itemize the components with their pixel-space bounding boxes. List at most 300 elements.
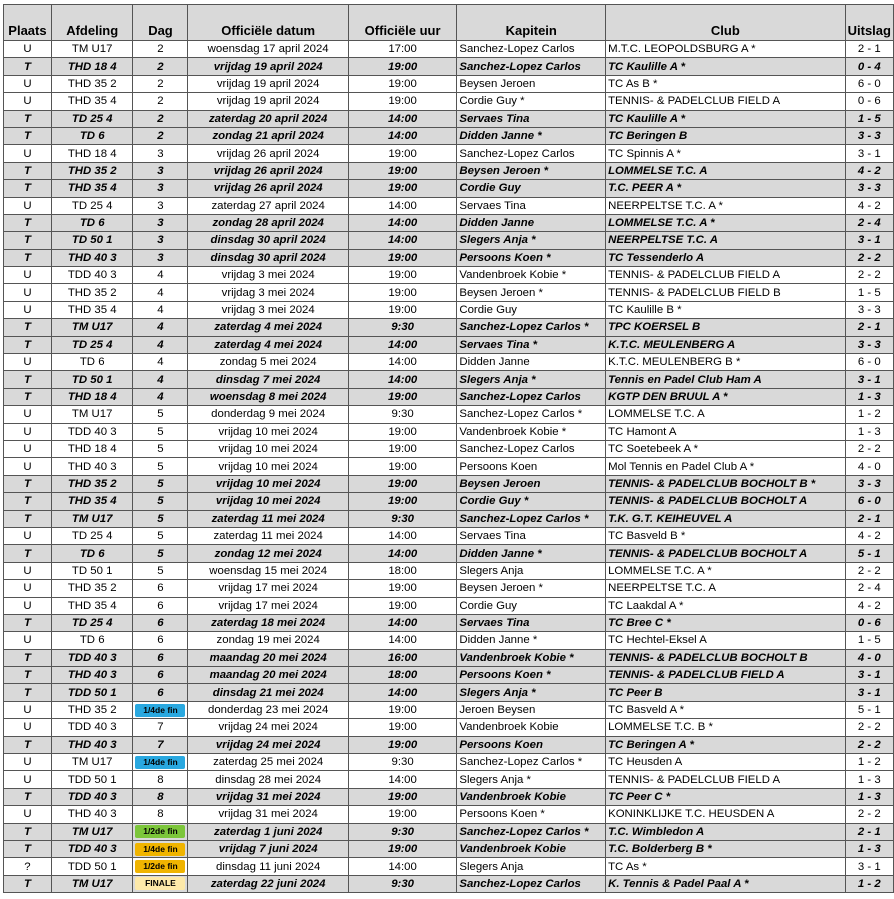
schedule-body [4,41,894,893]
plaats-cell: U [4,580,52,597]
uitslag-cell: 4 - 2 [845,162,893,179]
uitslag-cell: 5 - 1 [845,545,893,562]
dag-cell: 5 [133,562,188,579]
afdeling-cell: TDD 40 3 [51,423,133,440]
table-row[interactable] [4,736,894,753]
afdeling-cell: THD 18 4 [51,388,133,405]
club-cell: TENNIS- & PADELCLUB BOCHOLT A [606,545,846,562]
kapitein-cell: Jeroen Beysen [457,701,606,718]
plaats-cell: T [4,180,52,197]
datum-cell: dinsdag 7 mei 2024 [188,371,348,388]
dag-cell: 3 [133,197,188,214]
uur-cell: 17:00 [348,41,457,58]
afdeling-cell: TD 6 [51,214,133,231]
dag-cell: 4 [133,301,188,318]
uur-cell: 9:30 [348,319,457,336]
datum-cell: zaterdag 11 mei 2024 [188,527,348,544]
dag-cell: 5 [133,458,188,475]
kapitein-cell: Sanchez-Lopez Carlos * [457,510,606,527]
table-row[interactable] [4,93,894,110]
plaats-cell: T [4,667,52,684]
dag-cell: 2 [133,41,188,58]
datum-cell: woensdag 15 mei 2024 [188,562,348,579]
dag-cell: 8 [133,806,188,823]
afdeling-cell: TD 6 [51,632,133,649]
uur-cell: 14:00 [348,614,457,631]
dag-cell: 8 [133,788,188,805]
uur-cell: 19:00 [348,440,457,457]
table-row[interactable] [4,371,894,388]
kapitein-cell: Slegers Anja * [457,371,606,388]
table-row[interactable] [4,771,894,788]
plaats-cell: T [4,875,52,892]
kapitein-cell: Servaes Tina [457,527,606,544]
dag-cell: 4 [133,336,188,353]
uitslag-cell: 3 - 1 [845,232,893,249]
uitslag-cell: 2 - 2 [845,736,893,753]
table-row[interactable] [4,684,894,701]
table-row[interactable] [4,406,894,423]
table-row[interactable] [4,440,894,457]
dag-cell: 6 [133,597,188,614]
club-cell: LOMMELSE T.C. A [606,406,846,423]
table-row[interactable] [4,475,894,492]
uur-cell: 19:00 [348,597,457,614]
uitslag-cell: 2 - 2 [845,267,893,284]
afdeling-cell: THD 35 4 [51,93,133,110]
club-cell: LOMMELSE T.C. A * [606,214,846,231]
uitslag-cell: 4 - 2 [845,197,893,214]
club-cell: TC As B * [606,75,846,92]
uur-cell: 9:30 [348,823,457,840]
kapitein-cell: Vandenbroek Kobie * [457,267,606,284]
kapitein-cell: Vandenbroek Kobie [457,788,606,805]
datum-cell: zaterdag 1 juni 2024 [188,823,348,840]
plaats-cell: T [4,684,52,701]
plaats-cell: T [4,823,52,840]
plaats-cell: U [4,701,52,718]
table-row[interactable] [4,493,894,510]
table-row[interactable] [4,197,894,214]
dag-cell: 3 [133,162,188,179]
uitslag-cell: 2 - 4 [845,580,893,597]
kapitein-cell: Servaes Tina [457,110,606,127]
round-badge: 1/4de fin [135,756,185,769]
dag-cell [133,858,188,875]
uitslag-cell: 2 - 2 [845,249,893,266]
kapitein-cell: Cordie Guy [457,597,606,614]
dag-cell: 4 [133,284,188,301]
club-cell: TENNIS- & PADELCLUB FIELD A [606,267,846,284]
afdeling-cell: THD 18 4 [51,145,133,162]
uur-cell: 19:00 [348,475,457,492]
table-row[interactable] [4,632,894,649]
uitslag-cell: 1 - 5 [845,284,893,301]
dag-cell: 5 [133,510,188,527]
club-cell: LOMMELSE T.C. A * [606,562,846,579]
kapitein-cell: Didden Janne [457,354,606,371]
table-row[interactable] [4,510,894,527]
dag-cell: 2 [133,110,188,127]
table-row[interactable] [4,127,894,144]
uur-cell: 14:00 [348,527,457,544]
kapitein-cell: Beysen Jeroen * [457,580,606,597]
table-row[interactable] [4,336,894,353]
plaats-cell: T [4,58,52,75]
plaats-cell: T [4,127,52,144]
dag-cell: 3 [133,232,188,249]
plaats-cell: U [4,41,52,58]
table-row[interactable] [4,284,894,301]
datum-cell: woensdag 17 april 2024 [188,41,348,58]
header-kapitein[interactable]: Kapitein [457,5,606,41]
datum-cell: vrijdag 3 mei 2024 [188,267,348,284]
table-row[interactable] [4,214,894,231]
uitslag-cell: 2 - 2 [845,719,893,736]
datum-cell: woensdag 8 mei 2024 [188,388,348,405]
club-cell: K.T.C. MEULENBERG A [606,336,846,353]
dag-cell: 6 [133,684,188,701]
uur-cell: 19:00 [348,301,457,318]
header-afdeling[interactable]: Afdeling [51,5,133,41]
club-cell: TC Beringen B [606,127,846,144]
uur-cell: 18:00 [348,562,457,579]
uur-cell: 18:00 [348,667,457,684]
uitslag-cell: 3 - 1 [845,371,893,388]
plaats-cell: T [4,388,52,405]
datum-cell: vrijdag 24 mei 2024 [188,719,348,736]
dag-cell: 6 [133,667,188,684]
afdeling-cell: THD 18 4 [51,58,133,75]
datum-cell: vrijdag 26 april 2024 [188,145,348,162]
uur-cell: 14:00 [348,858,457,875]
table-row[interactable] [4,388,894,405]
dag-cell: 6 [133,614,188,631]
dag-cell: 2 [133,93,188,110]
table-row[interactable] [4,162,894,179]
uur-cell: 14:00 [348,632,457,649]
club-cell: TC Spinnis A * [606,145,846,162]
club-cell: TENNIS- & PADELCLUB FIELD A [606,771,846,788]
datum-cell: vrijdag 17 mei 2024 [188,580,348,597]
table-row[interactable] [4,806,894,823]
kapitein-cell: Slegers Anja * [457,771,606,788]
club-cell: TC Basveld B * [606,527,846,544]
kapitein-cell: Servaes Tina [457,614,606,631]
datum-cell: vrijdag 26 april 2024 [188,180,348,197]
table-row[interactable] [4,319,894,336]
table-row[interactable] [4,754,894,771]
plaats-cell: T [4,788,52,805]
uitslag-cell: 2 - 1 [845,41,893,58]
uur-cell: 14:00 [348,371,457,388]
table-row[interactable] [4,527,894,544]
header-club[interactable]: Club [606,5,846,41]
plaats-cell: T [4,840,52,857]
table-row[interactable] [4,580,894,597]
dag-cell: 5 [133,527,188,544]
uitslag-cell: 1 - 5 [845,632,893,649]
datum-cell: zaterdag 4 mei 2024 [188,319,348,336]
uur-cell: 19:00 [348,58,457,75]
plaats-cell: U [4,267,52,284]
kapitein-cell: Slegers Anja * [457,232,606,249]
plaats-cell: T [4,545,52,562]
uur-cell: 14:00 [348,684,457,701]
kapitein-cell: Persoons Koen [457,458,606,475]
plaats-cell: U [4,754,52,771]
dag-cell: 2 [133,75,188,92]
club-cell: T.C. Wimbledon A [606,823,846,840]
afdeling-cell: THD 40 3 [51,667,133,684]
table-row[interactable] [4,701,894,718]
datum-cell: vrijdag 19 april 2024 [188,58,348,75]
afdeling-cell: THD 40 3 [51,806,133,823]
datum-cell: dinsdag 28 mei 2024 [188,771,348,788]
datum-cell: vrijdag 24 mei 2024 [188,736,348,753]
datum-cell: zondag 28 april 2024 [188,214,348,231]
uitslag-cell: 3 - 3 [845,301,893,318]
plaats-cell: T [4,371,52,388]
dag-cell: 4 [133,388,188,405]
club-cell: NEERPELTSE T.C. A * [606,197,846,214]
club-cell: T.K. G.T. KEIHEUVEL A [606,510,846,527]
kapitein-cell: Persoons Koen * [457,249,606,266]
uitslag-cell: 3 - 3 [845,127,893,144]
kapitein-cell: Sanchez-Lopez Carlos [457,58,606,75]
table-row[interactable] [4,110,894,127]
datum-cell: zondag 19 mei 2024 [188,632,348,649]
club-cell: TC Soetebeek A * [606,440,846,457]
afdeling-cell: TD 25 4 [51,336,133,353]
table-row[interactable] [4,145,894,162]
round-badge: 1/4de fin [135,843,185,856]
dag-cell [133,701,188,718]
uur-cell: 19:00 [348,493,457,510]
kapitein-cell: Servaes Tina [457,197,606,214]
table-row[interactable] [4,354,894,371]
round-badge: 1/2de fin [135,860,185,873]
afdeling-cell: TM U17 [51,41,133,58]
table-row[interactable] [4,649,894,666]
uitslag-cell: 2 - 1 [845,510,893,527]
club-cell: NEERPELTSE T.C. A [606,580,846,597]
afdeling-cell: TDD 50 1 [51,684,133,701]
datum-cell: dinsdag 11 juni 2024 [188,858,348,875]
afdeling-cell: TD 25 4 [51,527,133,544]
datum-cell: donderdag 23 mei 2024 [188,701,348,718]
table-row[interactable] [4,301,894,318]
dag-cell: 3 [133,145,188,162]
datum-cell: zondag 12 mei 2024 [188,545,348,562]
club-cell: Mol Tennis en Padel Club A * [606,458,846,475]
header-datum[interactable]: Officiële datum [188,5,348,41]
afdeling-cell: THD 35 4 [51,301,133,318]
afdeling-cell: TD 50 1 [51,232,133,249]
table-row[interactable] [4,614,894,631]
uur-cell: 9:30 [348,510,457,527]
club-cell: TC Peer B [606,684,846,701]
uur-cell: 19:00 [348,806,457,823]
uur-cell: 14:00 [348,545,457,562]
round-badge: 1/2de fin [135,825,185,838]
afdeling-cell: TDD 40 3 [51,267,133,284]
datum-cell: vrijdag 7 juni 2024 [188,840,348,857]
club-cell: KONINKLIJKE T.C. HEUSDEN A [606,806,846,823]
uur-cell: 14:00 [348,214,457,231]
datum-cell: dinsdag 30 april 2024 [188,249,348,266]
uur-cell: 19:00 [348,93,457,110]
header-uitslag[interactable]: Uitslag [845,5,893,41]
uitslag-cell: 0 - 6 [845,93,893,110]
table-row[interactable] [4,458,894,475]
kapitein-cell: Slegers Anja [457,858,606,875]
afdeling-cell: TM U17 [51,510,133,527]
kapitein-cell: Beysen Jeroen [457,75,606,92]
table-row[interactable] [4,875,894,892]
dag-cell: 6 [133,580,188,597]
header-uur[interactable]: Officiële uur [348,5,457,41]
datum-cell: dinsdag 30 april 2024 [188,232,348,249]
datum-cell: vrijdag 10 mei 2024 [188,475,348,492]
plaats-cell: U [4,527,52,544]
plaats-cell: U [4,562,52,579]
datum-cell: zaterdag 27 april 2024 [188,197,348,214]
club-cell: TC Heusden A [606,754,846,771]
club-cell: T.C. PEER A * [606,180,846,197]
table-row[interactable] [4,249,894,266]
kapitein-cell: Didden Janne * [457,127,606,144]
table-row[interactable] [4,858,894,875]
datum-cell: vrijdag 10 mei 2024 [188,493,348,510]
kapitein-cell: Slegers Anja * [457,684,606,701]
table-row[interactable] [4,423,894,440]
datum-cell: zaterdag 11 mei 2024 [188,510,348,527]
header-plaats[interactable]: Plaats [4,5,52,41]
afdeling-cell: THD 35 2 [51,284,133,301]
table-row[interactable] [4,840,894,857]
afdeling-cell: THD 40 3 [51,249,133,266]
kapitein-cell: Sanchez-Lopez Carlos * [457,823,606,840]
uitslag-cell: 0 - 4 [845,58,893,75]
dag-cell: 5 [133,475,188,492]
header-dag[interactable]: Dag [133,5,188,41]
uur-cell: 19:00 [348,162,457,179]
plaats-cell: T [4,336,52,353]
table-row[interactable] [4,823,894,840]
datum-cell: vrijdag 3 mei 2024 [188,301,348,318]
header-row [4,5,894,41]
kapitein-cell: Beysen Jeroen * [457,162,606,179]
club-cell: TENNIS- & PADELCLUB BOCHOLT B * [606,475,846,492]
dag-cell: 6 [133,649,188,666]
plaats-cell: U [4,597,52,614]
club-cell: NEERPELTSE T.C. A [606,232,846,249]
afdeling-cell: THD 35 2 [51,475,133,492]
table-row[interactable] [4,545,894,562]
uur-cell: 9:30 [348,754,457,771]
afdeling-cell: TD 25 4 [51,110,133,127]
uitslag-cell: 1 - 2 [845,754,893,771]
table-row[interactable] [4,597,894,614]
datum-cell: vrijdag 10 mei 2024 [188,458,348,475]
uitslag-cell: 3 - 3 [845,475,893,492]
dag-cell: 5 [133,440,188,457]
afdeling-cell: THD 40 3 [51,736,133,753]
uur-cell: 19:00 [348,788,457,805]
uur-cell: 16:00 [348,649,457,666]
uitslag-cell: 6 - 0 [845,354,893,371]
afdeling-cell: TDD 50 1 [51,858,133,875]
afdeling-cell: TM U17 [51,823,133,840]
datum-cell: zaterdag 22 juni 2024 [188,875,348,892]
club-cell: TENNIS- & PADELCLUB BOCHOLT A [606,493,846,510]
uur-cell: 14:00 [348,232,457,249]
afdeling-cell: THD 18 4 [51,440,133,457]
table-row[interactable] [4,232,894,249]
table-row[interactable] [4,719,894,736]
club-cell: LOMMELSE T.C. A [606,162,846,179]
uur-cell: 19:00 [348,840,457,857]
kapitein-cell: Cordie Guy [457,301,606,318]
schedule-table [3,4,894,893]
plaats-cell: U [4,719,52,736]
table-row[interactable] [4,75,894,92]
round-badge: FINALE [135,877,185,890]
club-cell: TC Hamont A [606,423,846,440]
plaats-cell: U [4,771,52,788]
datum-cell: maandag 20 mei 2024 [188,667,348,684]
club-cell: M.T.C. LEOPOLDSBURG A * [606,41,846,58]
club-cell: TC Hechtel-Eksel A [606,632,846,649]
uitslag-cell: 2 - 2 [845,806,893,823]
dag-cell: 3 [133,249,188,266]
dag-cell [133,754,188,771]
uitslag-cell: 4 - 0 [845,649,893,666]
afdeling-cell: TM U17 [51,406,133,423]
uitslag-cell: 1 - 3 [845,771,893,788]
uitslag-cell: 1 - 2 [845,875,893,892]
datum-cell: dinsdag 21 mei 2024 [188,684,348,701]
plaats-cell: ? [4,858,52,875]
afdeling-cell: TM U17 [51,875,133,892]
kapitein-cell: Didden Janne [457,214,606,231]
plaats-cell: U [4,75,52,92]
kapitein-cell: Persoons Koen * [457,806,606,823]
table-row[interactable] [4,58,894,75]
afdeling-cell: TDD 40 3 [51,788,133,805]
table-row[interactable] [4,788,894,805]
plaats-cell: U [4,301,52,318]
afdeling-cell: THD 35 2 [51,162,133,179]
datum-cell: donderdag 9 mei 2024 [188,406,348,423]
table-row[interactable] [4,41,894,58]
table-row[interactable] [4,267,894,284]
table-row[interactable] [4,667,894,684]
club-cell: TC Tessenderlo A [606,249,846,266]
table-row[interactable] [4,562,894,579]
uur-cell: 19:00 [348,580,457,597]
dag-cell: 3 [133,214,188,231]
table-row[interactable] [4,180,894,197]
uitslag-cell: 4 - 2 [845,527,893,544]
dag-cell [133,875,188,892]
dag-cell: 4 [133,354,188,371]
uur-cell: 14:00 [348,771,457,788]
kapitein-cell: Vandenbroek Kobie [457,719,606,736]
afdeling-cell: TM U17 [51,319,133,336]
plaats-cell: U [4,145,52,162]
